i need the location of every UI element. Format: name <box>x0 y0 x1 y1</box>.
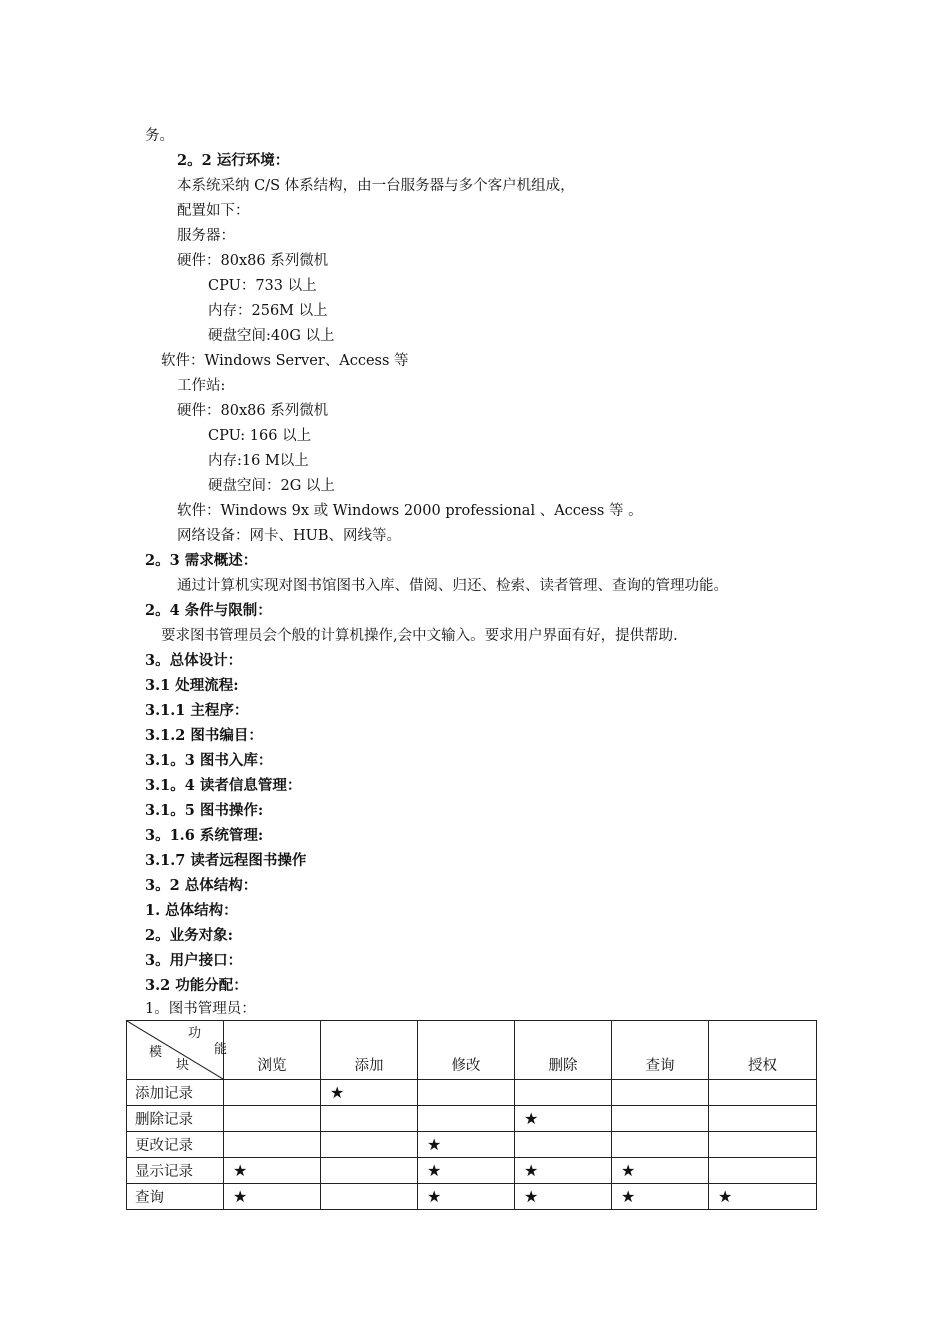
section-heading: 3.1。3 图书入库： <box>145 752 273 769</box>
star-cell <box>612 1080 709 1106</box>
column-header: 浏览 <box>224 1021 321 1080</box>
column-header: 查询 <box>612 1021 709 1080</box>
text-line: 1。图书管理员： <box>145 1001 256 1017</box>
star-cell: ★ <box>224 1184 321 1210</box>
table-row <box>127 1132 817 1158</box>
row-label: 显示记录 <box>127 1158 224 1184</box>
text-line: 要求图书管理员会个般的计算机操作,会中文输入。要求用户界面有好，提供帮助. <box>161 628 678 644</box>
star-cell <box>321 1132 418 1158</box>
table-row <box>127 1158 817 1184</box>
star-cell <box>418 1080 515 1106</box>
text-line: 内存:16 M以上 <box>208 453 309 469</box>
star-cell: ★ <box>612 1158 709 1184</box>
star-cell: ★ <box>418 1132 515 1158</box>
star-cell: ★ <box>515 1184 612 1210</box>
section-heading: 2。4 条件与限制： <box>145 602 272 619</box>
star-cell <box>612 1132 709 1158</box>
text-line: 通过计算机实现对图书馆图书入库、借阅、归还、检索、读者管理、查询的管理功能。 <box>177 578 728 594</box>
corner-label-module-2: 块 <box>176 1058 190 1073</box>
column-header: 修改 <box>418 1021 515 1080</box>
star-cell <box>515 1132 612 1158</box>
text-line: 务。 <box>145 128 174 144</box>
section-heading: 3.1。5 图书操作: <box>145 802 264 819</box>
star-cell: ★ <box>418 1184 515 1210</box>
section-heading: 3.1 处理流程: <box>145 677 239 694</box>
star-cell <box>418 1106 515 1132</box>
corner-label-module-1: 模 <box>149 1045 163 1060</box>
section-heading: 2。3 需求概述： <box>145 552 258 569</box>
section-heading: 1. 总体结构： <box>145 902 238 919</box>
text-line: 内存：256M 以上 <box>208 303 328 319</box>
text-line: 硬件：80x86 系列微机 <box>177 253 329 269</box>
section-heading: 3。总体设计： <box>145 652 243 669</box>
section-heading: 3.1.7 读者远程图书操作 <box>145 852 307 869</box>
section-heading: 3。1.6 系统管理: <box>145 827 264 844</box>
star-cell: ★ <box>612 1184 709 1210</box>
text-line: 工作站: <box>177 378 226 394</box>
text-line: 网络设备：网卡、HUB、网线等。 <box>177 528 402 544</box>
text-line: 软件：Windows Server、Access 等 <box>161 353 409 369</box>
star-cell <box>224 1080 321 1106</box>
star-cell: ★ <box>418 1158 515 1184</box>
star-cell <box>709 1080 817 1106</box>
function-allocation-table <box>126 1020 817 1210</box>
text-line: 硬盘空间:40G 以上 <box>208 328 335 344</box>
section-heading: 3。用户接口： <box>145 952 243 969</box>
section-heading: 3.2 功能分配： <box>145 977 248 994</box>
star-cell <box>515 1080 612 1106</box>
star-cell <box>612 1106 709 1132</box>
column-header: 删除 <box>515 1021 612 1080</box>
section-heading: 3。2 总体结构： <box>145 877 258 894</box>
text-line: CPU：733 以上 <box>208 278 317 294</box>
table-row <box>127 1080 817 1106</box>
star-cell: ★ <box>224 1158 321 1184</box>
column-header: 授权 <box>709 1021 817 1080</box>
section-heading: 3.1.2 图书编目： <box>145 727 263 744</box>
section-heading: 2。2 运行环境： <box>177 152 290 169</box>
star-cell: ★ <box>515 1158 612 1184</box>
row-label: 更改记录 <box>127 1132 224 1158</box>
text-line: 硬件：80x86 系列微机 <box>177 403 329 419</box>
star-cell <box>321 1184 418 1210</box>
star-cell <box>321 1158 418 1184</box>
section-heading: 2。业务对象: <box>145 927 233 944</box>
row-label: 添加记录 <box>127 1080 224 1106</box>
star-cell <box>709 1106 817 1132</box>
row-label: 查询 <box>127 1184 224 1210</box>
section-heading: 3.1.1 主程序： <box>145 702 249 719</box>
star-cell: ★ <box>709 1184 817 1210</box>
diagonal-line <box>127 1021 223 1079</box>
column-header: 添加 <box>321 1021 418 1080</box>
text-line: CPU: 166 以上 <box>208 428 312 444</box>
text-line: 硬盘空间：2G 以上 <box>208 478 335 494</box>
text-line: 配置如下： <box>177 203 250 219</box>
table-header-row <box>127 1021 817 1080</box>
star-cell <box>709 1132 817 1158</box>
text-line: 软件：Windows 9x 或 Windows 2000 professional 、Access 等 。 <box>177 503 643 519</box>
text-line: 本系统采纳 C/S 体系结构，由一台服务器与多个客户机组成， <box>177 178 575 194</box>
table-row <box>127 1184 817 1210</box>
star-cell <box>709 1158 817 1184</box>
row-label: 删除记录 <box>127 1106 224 1132</box>
diagonal-corner-cell <box>127 1021 228 1080</box>
table-row <box>127 1106 817 1132</box>
corner-label-function-2: 能 <box>214 1042 228 1057</box>
star-cell <box>224 1132 321 1158</box>
star-cell <box>321 1106 418 1132</box>
text-line: 服务器： <box>177 228 235 244</box>
star-cell <box>224 1106 321 1132</box>
star-cell: ★ <box>321 1080 418 1106</box>
star-cell: ★ <box>515 1106 612 1132</box>
section-heading: 3.1。4 读者信息管理： <box>145 777 302 794</box>
corner-label-function-1: 功 <box>188 1026 202 1041</box>
